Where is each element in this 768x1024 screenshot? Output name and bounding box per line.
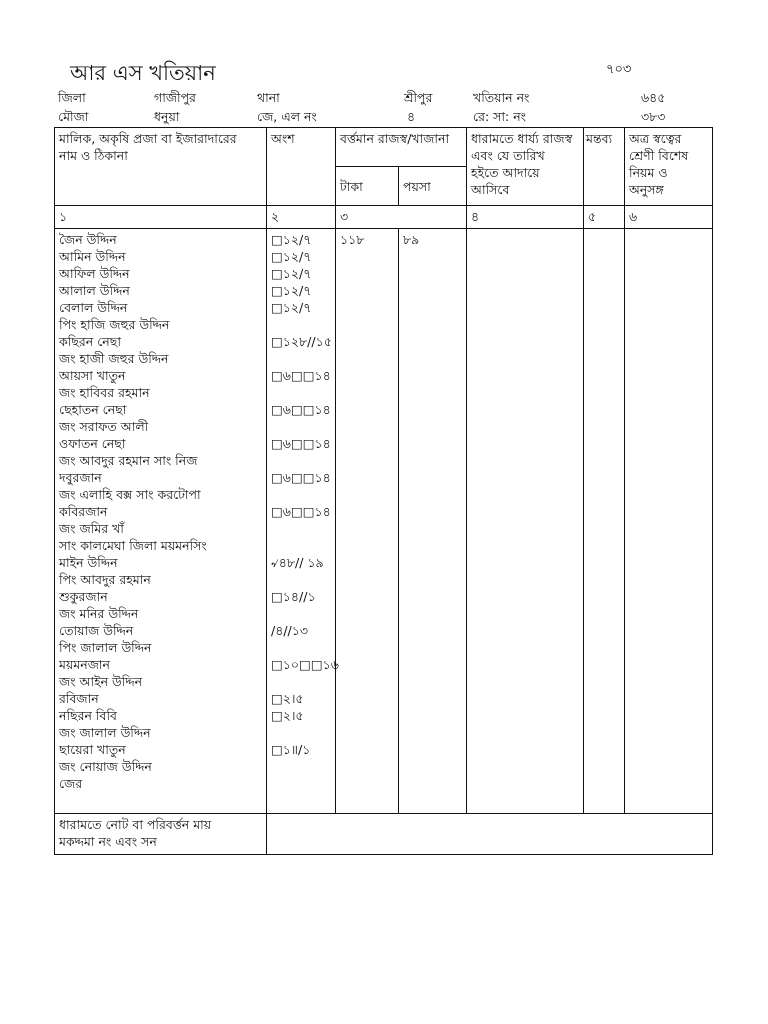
share-line (271, 571, 331, 588)
taka-cell (336, 229, 399, 814)
owner-line: পিং আবদুর রহমান (59, 572, 151, 587)
column-number: ৩ (340, 209, 349, 224)
jl-label: জে, এল নং (257, 109, 317, 124)
shares-cell (267, 229, 339, 814)
share-line: □৬□□১৪ (271, 402, 331, 417)
owner-line: জং মনির উদ্দিন (59, 606, 139, 621)
khatian-table (54, 127, 713, 855)
owner-line: জৈন উদ্দিন (59, 232, 117, 247)
remarks-header-label: মন্তব্য (586, 131, 613, 146)
poysa-header-label: পয়সা (403, 178, 431, 194)
owner-line: ওফাতন নেছা (59, 436, 126, 451)
share-line (271, 639, 331, 656)
share-line (271, 520, 331, 537)
column-number: ৪ (471, 209, 480, 224)
owner-line: জং আবদুর রহমান সাং নিজ (59, 453, 198, 468)
re-sa-value: ৩৮৩ (641, 109, 666, 124)
jl-value: ৪ (407, 109, 416, 124)
owner-line: কবিরজান (59, 504, 108, 519)
mouza-value: ধনুয়া (154, 109, 180, 124)
share-line (271, 316, 331, 333)
owner-line: জং নোয়াজ উদ্দিন (59, 759, 152, 774)
share-line: □১২/৭ (271, 283, 312, 298)
owner-line: পিং জালাল উদ্দিন (59, 640, 152, 655)
footer-label-line: ধারামতে নোট বা পরিবর্ত্তন মায় (59, 817, 212, 832)
poysa-cell (399, 229, 467, 814)
owner-line: জং সরাফত আলী (59, 419, 149, 434)
special-header-line: অত্র স্বত্বের (629, 131, 682, 146)
share-line (271, 486, 331, 503)
owner-line: শুকুরজান (59, 589, 108, 604)
assessed-header-line: হইতে আদায়ে (471, 165, 540, 180)
owner-line: ছেহাতন নেছা (59, 402, 127, 417)
owner-line: সাং কালমেঘা জিলা ময়মনসিং (59, 538, 207, 553)
owner-line: রবিজান (59, 691, 99, 706)
assessed-revenue-cell (467, 229, 584, 814)
special-header-line: শ্রেণী বিশেষ (629, 148, 689, 163)
column-number-cell (55, 206, 267, 229)
owner-line: জং জালাল উদ্দিন (59, 725, 151, 740)
share-line: □৬□□১৪ (271, 368, 331, 383)
owner-line: মাইন উদ্দিন (59, 555, 118, 570)
page-number: ৭০৩ (606, 62, 632, 77)
share-line (271, 350, 331, 367)
share-line: □২।৫ (271, 708, 304, 723)
taka-header-label: টাকা (340, 178, 363, 194)
column-number: ৬ (629, 209, 638, 224)
share-line (271, 537, 331, 554)
owner-line: কছিরন নেছা (59, 334, 121, 349)
share-line (271, 452, 331, 469)
share-line (271, 758, 331, 775)
share-line (271, 384, 331, 401)
assessed-header-line: এবং যে তারিখ (471, 148, 545, 163)
owner-line: বেলাল উদ্দিন (59, 300, 128, 315)
taka-header (336, 167, 399, 206)
share-line: □১২৮//১৫ (271, 334, 332, 349)
footer-value-cell (267, 814, 713, 855)
column-number: ২ (271, 209, 280, 224)
share-line: □১২/৭ (271, 232, 312, 247)
remarks-cell (584, 229, 625, 814)
owner-header-line: নাম ও ঠিকানা (59, 148, 128, 163)
owner-line: জং আইন উদ্দিন (59, 674, 143, 689)
share-line (271, 418, 331, 435)
share-line: □২।৫ (271, 691, 304, 706)
share-line (271, 724, 331, 741)
thana-label: থানা (257, 90, 280, 105)
owner-line: জং জমির খাঁ (59, 521, 124, 536)
owner-line: জং হাজী জহুর উদ্দিন (59, 351, 169, 366)
remarks-header (584, 128, 625, 206)
owner-header (55, 128, 267, 206)
column-number: ১ (59, 209, 68, 224)
owner-line: জং এলাহি বক্স সাং করটোপা (59, 487, 201, 502)
owner-line: আলাল উদ্দিন (59, 283, 130, 298)
share-header-label: অংশ (271, 131, 295, 146)
footer-label-line: মকদ্দমা নং এবং সন (59, 834, 157, 849)
owner-line: ছায়েরা খাতুন (59, 742, 126, 757)
taka-value: ১১৮ (340, 232, 365, 247)
owner-line: জং হাবিবর রহমান (59, 385, 150, 400)
owner-line: নছিরন বিবি (59, 708, 117, 723)
column-number-cell (267, 206, 336, 229)
share-line: □৬□□১৪ (271, 470, 331, 485)
zila-value: গাজীপুর (154, 90, 196, 105)
owner-line: আয়সা খাতুন (59, 368, 126, 383)
column-number-cell (584, 206, 625, 229)
assessed-header-line: ধারামতে ধার্য্য রাজস্ব (471, 131, 573, 146)
share-line (271, 673, 331, 690)
khatian-label: খতিয়ান নং (473, 90, 530, 105)
owner-line: আমিন উদ্দিন (59, 249, 126, 264)
share-line: □৬□□১৪ (271, 436, 331, 451)
share-line: □৬□□১৪ (271, 504, 331, 519)
revenue-header-label: বর্ত্তমান রাজস্ব/খাজানা (340, 131, 450, 146)
owner-line: তোয়াজ উদ্দিন (59, 623, 134, 638)
special-header-line: নিয়ম ও (629, 165, 668, 180)
document-title: আর এস খতিয়ান (70, 61, 216, 85)
share-line: □১২/৭ (271, 300, 312, 315)
special-header-line: অনুসঙ্গ (629, 182, 664, 197)
share-line (271, 775, 331, 792)
poysa-value: ৮৯ (403, 232, 420, 247)
share-line: □১০□□১৬ (271, 657, 339, 672)
share-line: □১৪//১ (271, 589, 316, 604)
owner-header-line: মালিক, অকৃষি প্রজা বা ইজারাদারের (59, 131, 237, 146)
assessed-revenue-header (467, 128, 584, 206)
share-line: □১॥/১ (271, 742, 311, 757)
column-number-cell (625, 206, 713, 229)
assessed-header-line: আসিবে (471, 182, 510, 197)
footer-label-cell (55, 814, 267, 855)
owners-cell (55, 229, 267, 814)
share-line: ৵৪৮// ১৯ (271, 555, 324, 570)
revenue-header (336, 128, 467, 167)
owner-line: জের (59, 776, 83, 791)
owner-line: দবুরজান (59, 470, 102, 485)
zila-label: জিলা (58, 90, 86, 105)
share-header (267, 128, 336, 206)
column-number: ৫ (588, 209, 597, 224)
mouza-label: মৌজা (58, 109, 89, 124)
share-line: □১২/৭ (271, 266, 312, 281)
owner-line: ময়মনজান (59, 657, 110, 672)
share-line: □১২/৭ (271, 249, 312, 264)
column-number-cell (336, 206, 467, 229)
special-cell (625, 229, 713, 814)
owner-line: পিং হাজি জহুর উদ্দিন (59, 317, 170, 332)
special-header (625, 128, 713, 206)
column-number-cell (467, 206, 584, 229)
re-sa-label: রে: সা: নং (473, 109, 527, 124)
poysa-header (399, 167, 467, 206)
owner-line: আফিল উদ্দিন (59, 266, 130, 281)
share-line: /৪//১৩ (271, 623, 308, 638)
share-line (271, 605, 331, 622)
khatian-value: ৬৪৫ (641, 90, 666, 105)
thana-value: শ্রীপুর (404, 90, 433, 105)
